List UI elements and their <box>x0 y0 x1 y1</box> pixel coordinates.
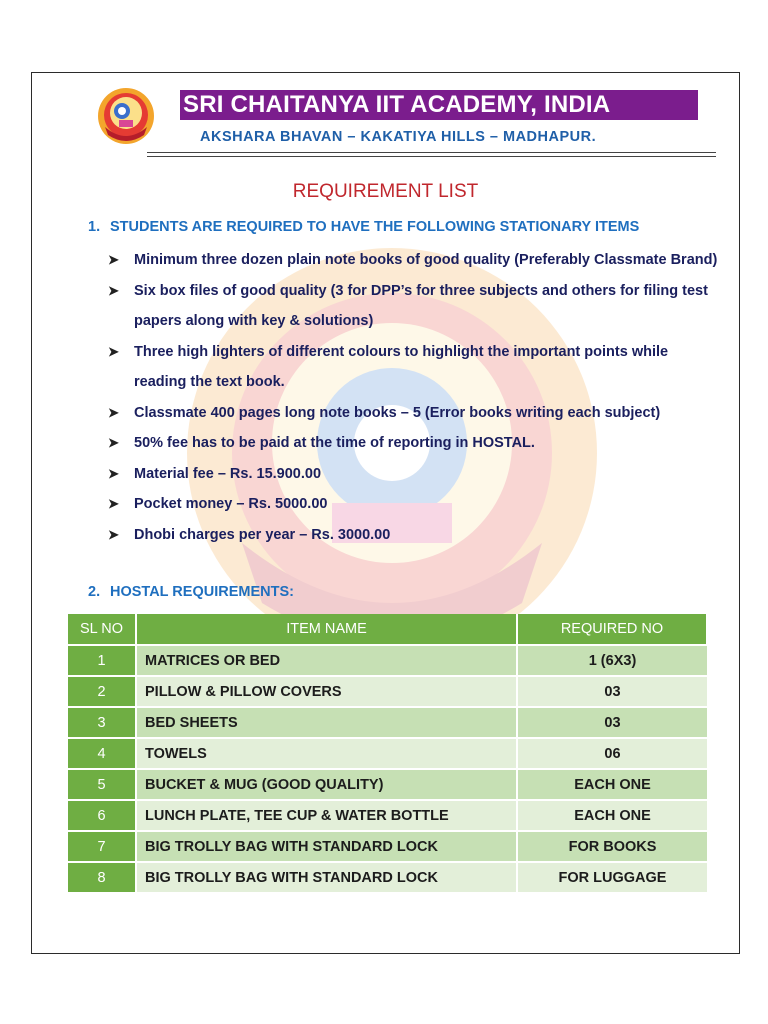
document-page <box>31 72 740 954</box>
section-label: STUDENTS ARE REQUIRED TO HAVE THE FOLLOWING STATIONARY ITEMS <box>110 219 640 235</box>
section-label: HOSTAL REQUIREMENTS: <box>110 584 294 600</box>
institution-address: AKSHARA BHAVAN – KAKATIYA HILLS – MADHAPUR. <box>200 129 597 145</box>
sl-no-cell: 8 <box>68 862 136 892</box>
list-item: ➤ Material fee – Rs. 15.900.00 <box>108 459 718 490</box>
list-item: ➤ Dhobi charges per year – Rs. 3000.00 <box>108 520 718 551</box>
list-item: ➤ Six box files of good quality (3 for DPP’s for three subjects and others for filing test papers along with key & solutions) <box>108 276 718 337</box>
table-row <box>68 676 707 707</box>
sl-no-cell: 4 <box>68 738 136 769</box>
item-name-cell: PILLOW & PILLOW COVERS <box>136 676 517 707</box>
list-item: ➤ Classmate 400 pages long note books – 5 (Error books writing each subject) <box>108 398 718 429</box>
table-row <box>68 738 707 769</box>
arrow-bullet-icon: ➤ <box>108 343 119 359</box>
required-no-cell: 03 <box>517 676 707 707</box>
sl-no-cell: 1 <box>68 645 136 676</box>
required-no-cell: 1 (6X3) <box>517 645 707 676</box>
column-header-sl-no: SL NO <box>68 614 136 645</box>
section-stationary-heading <box>88 219 639 235</box>
item-name-cell: BIG TROLLY BAG WITH STANDARD LOCK <box>136 862 517 892</box>
sl-no-cell: 5 <box>68 769 136 800</box>
table-row <box>68 800 707 831</box>
sl-no-cell: 3 <box>68 707 136 738</box>
arrow-bullet-icon: ➤ <box>108 465 119 481</box>
item-name-cell: BIG TROLLY BAG WITH STANDARD LOCK <box>136 831 517 862</box>
document-heading: REQUIREMENT LIST <box>292 181 479 202</box>
header-divider <box>147 152 716 157</box>
section-number: 1. <box>88 219 101 235</box>
column-header-item-name: ITEM NAME <box>136 614 517 645</box>
column-header-required-no: REQUIRED NO <box>517 614 707 645</box>
table-header-row <box>68 614 707 645</box>
sl-no-cell: 7 <box>68 831 136 862</box>
section-hostal-heading <box>88 584 294 600</box>
required-no-cell: 06 <box>517 738 707 769</box>
required-no-cell: 03 <box>517 707 707 738</box>
list-item: ➤ 50% fee has to be paid at the time of reporting in HOSTAL. <box>108 428 718 459</box>
list-item: ➤ Pocket money – Rs. 5000.00 <box>108 489 718 520</box>
sl-no-cell: 2 <box>68 676 136 707</box>
list-item: ➤ Three high lighters of different colours to highlight the important points while reading the text book. <box>108 337 718 398</box>
table-row <box>68 769 707 800</box>
item-name-cell: LUNCH PLATE, TEE CUP & WATER BOTTLE <box>136 800 517 831</box>
required-no-cell: EACH ONE <box>517 800 707 831</box>
table-row <box>68 707 707 738</box>
arrow-bullet-icon: ➤ <box>108 526 119 542</box>
table-row <box>68 862 707 892</box>
required-no-cell: FOR LUGGAGE <box>517 862 707 892</box>
list-item: ➤ Minimum three dozen plain note books of good quality (Preferably Classmate Brand) <box>108 245 718 276</box>
section-number: 2. <box>88 584 101 600</box>
institution-title: SRI CHAITANYA IIT ACADEMY, INDIA <box>180 90 698 120</box>
institution-logo-icon <box>97 87 155 145</box>
arrow-bullet-icon: ➤ <box>108 252 119 267</box>
arrow-bullet-icon: ➤ <box>108 282 119 298</box>
table-row <box>68 831 707 862</box>
item-name-cell: TOWELS <box>136 738 517 769</box>
sl-no-cell: 6 <box>68 800 136 831</box>
hostal-requirements-table <box>68 614 708 892</box>
item-name-cell: BUCKET & MUG (GOOD QUALITY) <box>136 769 517 800</box>
item-name-cell: MATRICES OR BED <box>136 645 517 676</box>
stationary-list <box>108 245 718 550</box>
required-no-cell: FOR BOOKS <box>517 831 707 862</box>
table-row <box>68 645 707 676</box>
arrow-bullet-icon: ➤ <box>108 435 119 450</box>
required-no-cell: EACH ONE <box>517 769 707 800</box>
arrow-bullet-icon: ➤ <box>108 404 119 420</box>
arrow-bullet-icon: ➤ <box>108 496 119 511</box>
item-name-cell: BED SHEETS <box>136 707 517 738</box>
